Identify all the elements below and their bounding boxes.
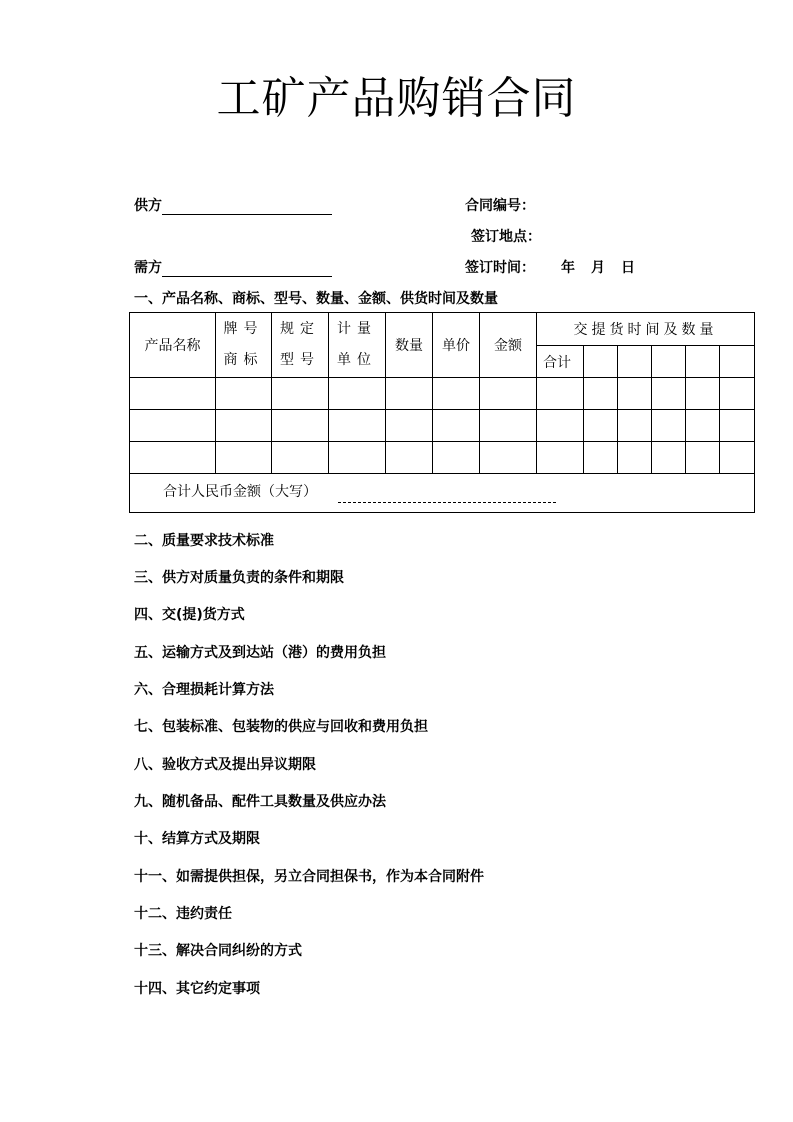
table-cell[interactable] — [618, 346, 652, 378]
table-cell[interactable] — [216, 378, 272, 410]
day-label: 日 — [621, 260, 635, 276]
supplier-field[interactable] — [162, 200, 332, 215]
table-cell[interactable] — [618, 442, 652, 474]
sign-place-line — [471, 226, 541, 246]
section-13: 十三、解决合同纠纷的方式 — [134, 943, 302, 959]
table-cell[interactable] — [272, 442, 329, 474]
table-cell[interactable] — [537, 442, 584, 474]
table-cell[interactable] — [216, 410, 272, 442]
table-cell[interactable] — [584, 410, 618, 442]
supplier-label: 供方 — [134, 198, 162, 214]
table-cell[interactable] — [272, 410, 329, 442]
total-row — [130, 474, 755, 513]
header-product-name: 产品名称 — [130, 313, 216, 378]
table-cell[interactable] — [686, 410, 720, 442]
table-cell[interactable] — [652, 442, 686, 474]
table-cell[interactable] — [537, 378, 584, 410]
document-title: 工矿产品购销合同 — [216, 73, 577, 124]
table-cell[interactable] — [720, 442, 755, 474]
table-cell[interactable] — [216, 442, 272, 474]
table-cell[interactable] — [433, 442, 480, 474]
table-cell[interactable] — [480, 442, 537, 474]
section-7: 七、包装标准、包装物的供应与回收和费用负担 — [134, 719, 428, 735]
total-rmb-field[interactable] — [338, 502, 556, 503]
table-cell[interactable] — [618, 410, 652, 442]
buyer-field[interactable] — [162, 262, 332, 277]
table-cell[interactable] — [686, 378, 720, 410]
table-row — [130, 442, 755, 474]
year-label: 年 — [561, 260, 575, 276]
total-cell[interactable] — [130, 474, 755, 513]
table-cell[interactable] — [480, 378, 537, 410]
section-1-title: 一、产品名称、商标、型号、数量、金额、供货时间及数量 — [134, 291, 498, 307]
goods-table — [129, 312, 755, 513]
section-8: 八、验收方式及提出异议期限 — [134, 757, 316, 773]
header-brand: 牌号 商标 — [216, 313, 272, 378]
section-5: 五、运输方式及到达站（港）的费用负担 — [134, 645, 386, 661]
table-row — [130, 378, 755, 410]
table-cell[interactable] — [386, 442, 433, 474]
header-spec: 规定 型号 — [272, 313, 329, 378]
contract-no-line — [465, 195, 535, 215]
table-cell[interactable] — [537, 410, 584, 442]
table-cell[interactable] — [618, 378, 652, 410]
header-amount: 金额 — [480, 313, 537, 378]
section-6: 六、合理损耗计算方法 — [134, 682, 274, 698]
table-cell[interactable] — [329, 442, 386, 474]
month-label: 月 — [591, 260, 605, 276]
table-cell[interactable] — [272, 378, 329, 410]
table-cell[interactable] — [686, 346, 720, 378]
buyer-line — [134, 257, 332, 277]
table-cell[interactable] — [652, 410, 686, 442]
section-3: 三、供方对质量负责的条件和期限 — [134, 570, 344, 586]
section-11: 十一、如需提供担保，另立合同担保书，作为本合同附件 — [134, 869, 484, 885]
table-cell[interactable] — [720, 378, 755, 410]
section-14: 十四、其它约定事项 — [134, 981, 260, 997]
header-unit-price: 单价 — [433, 313, 480, 378]
table-header-row — [130, 313, 755, 346]
sign-place-label: 签订地点： — [471, 229, 541, 245]
table-cell[interactable] — [584, 346, 618, 378]
sign-time-line — [465, 257, 635, 277]
table-cell[interactable] — [686, 442, 720, 474]
table-cell[interactable] — [584, 442, 618, 474]
header-unit: 计量 单位 — [329, 313, 386, 378]
total-rmb-label: 合计人民币金额（大写） — [163, 484, 317, 500]
table-cell[interactable] — [386, 410, 433, 442]
supplier-line — [134, 195, 332, 215]
table-cell[interactable] — [130, 410, 216, 442]
section-10: 十、结算方式及期限 — [134, 831, 260, 847]
section-9: 九、随机备品、配件工具数量及供应办法 — [134, 794, 386, 810]
header-delivery: 交提货时间及数量 — [537, 313, 755, 346]
table-cell[interactable] — [720, 410, 755, 442]
table-cell[interactable] — [480, 410, 537, 442]
table-cell[interactable] — [329, 410, 386, 442]
sign-time-label: 签订时间： — [465, 260, 535, 276]
section-12: 十二、违约责任 — [134, 906, 232, 922]
table-cell[interactable] — [652, 378, 686, 410]
table-row — [130, 410, 755, 442]
table-cell[interactable] — [584, 378, 618, 410]
table-cell[interactable] — [652, 346, 686, 378]
header-subtotal: 合计 — [537, 346, 584, 378]
table-cell[interactable] — [130, 442, 216, 474]
table-cell[interactable] — [130, 378, 216, 410]
section-4: 四、交(提)货方式 — [134, 607, 245, 623]
contract-no-label: 合同编号： — [465, 198, 535, 214]
table-cell[interactable] — [329, 378, 386, 410]
table-cell[interactable] — [386, 378, 433, 410]
section-2: 二、质量要求技术标准 — [134, 533, 274, 549]
header-quantity: 数量 — [386, 313, 433, 378]
buyer-label: 需方 — [134, 260, 162, 276]
table-cell[interactable] — [720, 346, 755, 378]
table-cell[interactable] — [433, 410, 480, 442]
table-cell[interactable] — [433, 378, 480, 410]
